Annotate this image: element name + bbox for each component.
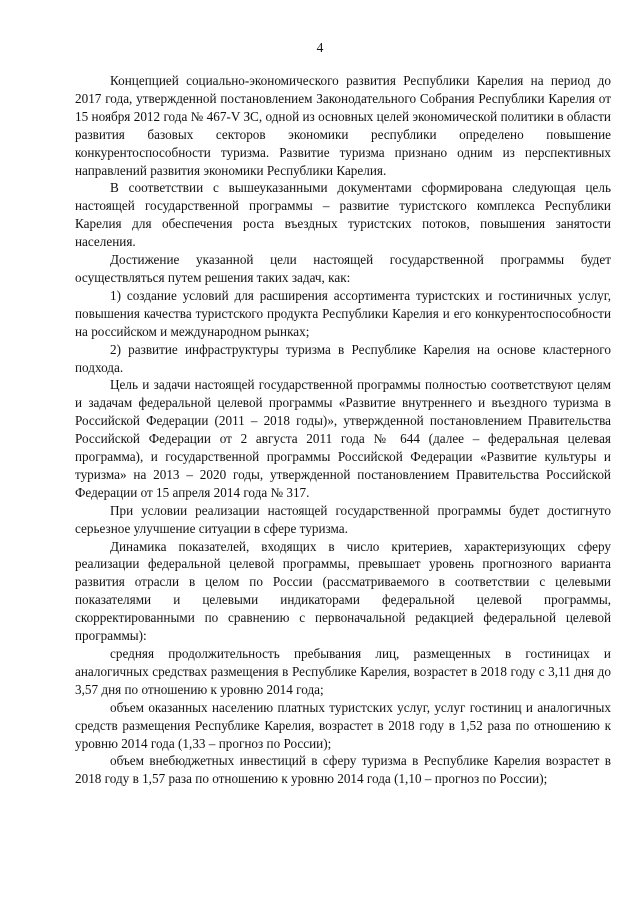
paragraph-improvement: При условии реализации настоящей государственной программы будет достигнуто серьезное улучшение ситуации в сфере туризма.	[75, 502, 611, 536]
list-item-task-1: 1) создание условий для расширения ассортимента туристских и гостиничных услуг, повышения качества туристского продукта Республики Карелия и его конкурентоспособности на российском и международном рынках;	[75, 287, 611, 339]
paragraph-federal-alignment: Цель и задачи настоящей государственной программы полностью соответствуют целям и задачам федеральной целевой программы «Развитие внутреннего и въездного туризма в Российской Федерации (2011 – 2018 годы)», утвержденной постановлением Правительства Российской Федерации от 2 августа 2011 года № 644 (далее – федеральная целевая программа), и государственной программы Российской Федерации «Развитие культуры и туризма» на 2013 – 2020 годы, утвержденной постановлением Правительства Российской Федерации от 15 апреля 2014 года № 317.	[75, 377, 611, 500]
page-number: 4	[316, 40, 324, 55]
document-body	[75, 72, 611, 788]
list-item-investments: объем внебюджетных инвестиций в сферу туризма в Республике Карелия возрастет в 2018 году в 1,57 раза по отношению к уровню 2014 года (1,10 – прогноз по России);	[75, 753, 611, 787]
paragraph-concept: Концепцией социально-экономического развития Республики Карелия на период до 2017 года, утвержденной постановлением Законодательного Собрания Республики Карелия от 15 ноября 2012 года № 467-V ЗС, одной из основных целей экономической политики в области развития базовых секторов экономики республики определено повышение конкурентоспособности туризма. Развитие туризма признано одним из перспективных направлений развития экономики Республики Карелия.	[75, 73, 611, 178]
paragraph-dynamics: Динамика показателей, входящих в число критериев, характеризующих сферу реализации федеральной целевой программы, превышает уровень прогнозного варианта развития отрасли в целом по России (рассматриваемого в соответствии с целевыми показателями и целевыми индикаторами федеральной целевой программы, скорректированными по сравнению с первоначальной редакцией федеральной целевой программы):	[75, 538, 611, 644]
list-item-paid-services: объем оказанных населению платных туристских услуг, услуг гостиниц и аналогичных средств размещения Республике Карелия, возрастет в 2018 году в 1,52 раза по отношению к уровню 2014 года (1,33 – прогноз по России);	[75, 699, 611, 751]
paragraph-tasks-intro: Достижение указанной цели настоящей государственной программы будет осуществляться путем решения таких задач, как:	[75, 252, 611, 285]
list-item-stay-duration: средняя продолжительность пребывания лиц, размещенных в гостиницах и аналогичных средствах размещения в Республике Карелия, возрастет в 2018 году с 3,11 дня до 3,57 дня по отношению к уровню 2014 года;	[75, 646, 611, 697]
paragraph-goal: В соответствии с вышеуказанными документами сформирована следующая цель настоящей государственной программы – развитие туристского комплекса Республики Карелия для обеспечения роста въездных туристских потоков, повышения занятости населения.	[75, 180, 611, 250]
list-item-task-2: 2) развитие инфраструктуры туризма в Республике Карелия на основе кластерного подхода.	[75, 341, 611, 375]
